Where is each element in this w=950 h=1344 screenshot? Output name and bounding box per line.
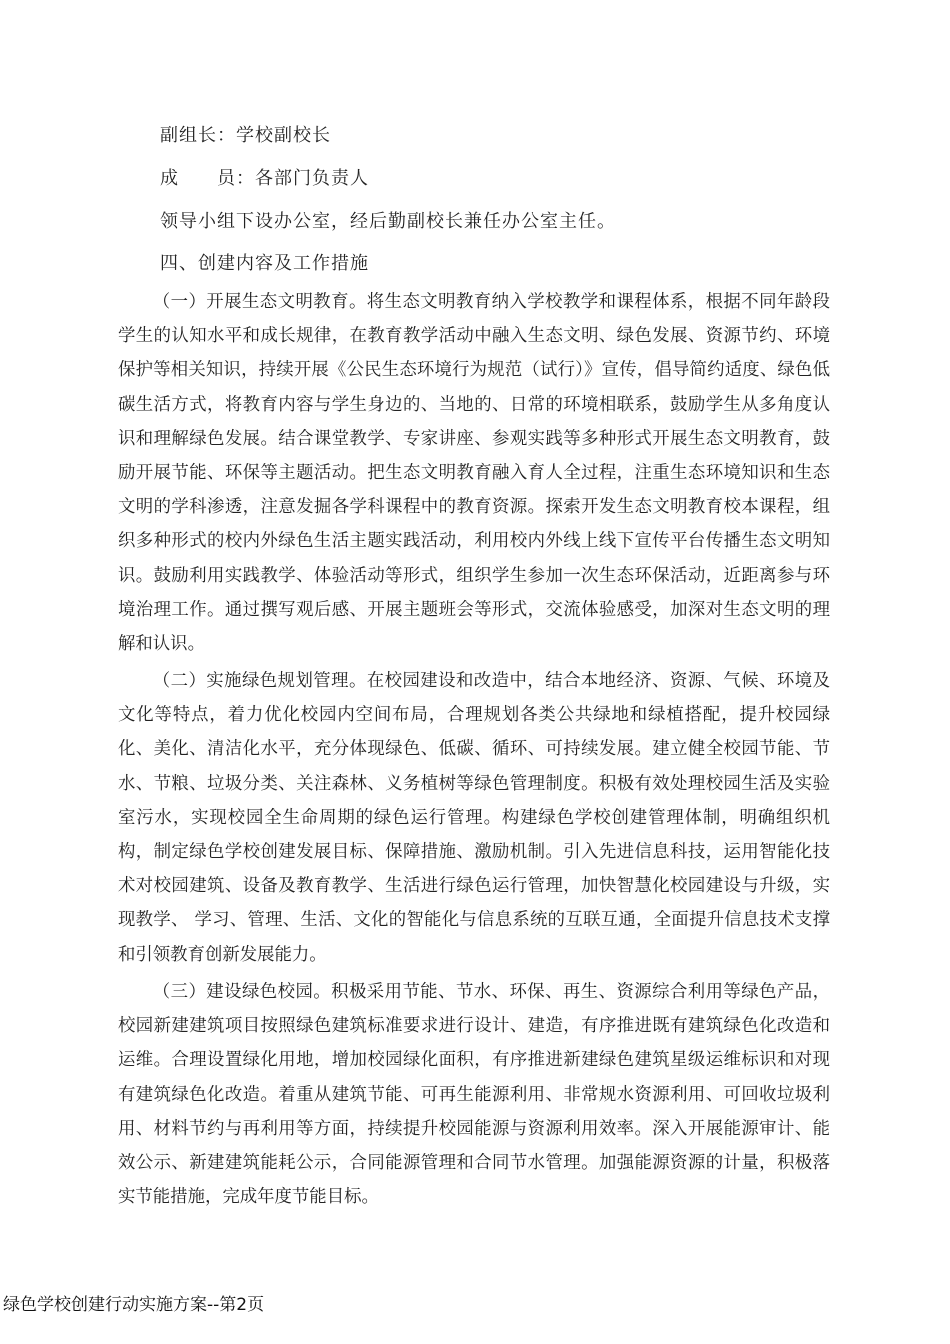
office-note: 领导小组下设办公室，经后勤副校长兼任办公室主任。 (160, 211, 616, 232)
paragraph-2: （二）实施绿色规划管理。在校园建设和改造中，结合本地经济、资源、气候、环境及文化等特点，着力优化校园内空间布局，合理规划各类公共绿地和绿植搭配，提升校园绿化、美化、清洁化水平，充分体现绿色、低碳、循环、可持续发展。建立健全校园节能、节水、节粮、垃圾分类、关注森林、义务植树等绿色管理制度。积极有效处理校园生活及实验室污水，实现校园全生命周期的绿色运行管理。构建绿色学校创建管理体制，明确组织机构，制定绿色学校创建发展目标、保障措施、激励机制。引入先进信息科技，运用智能化技术对校园建筑、设备及教育教学、生活进行绿色运行管理，加快智慧化校园建设与升级，实现教学、 学习、管理、生活、文化的智能化与信息系统的互联互通，全面提升信息技术支撑和引领教育创新发展能力。 (118, 671, 830, 965)
paragraph-3: （三）建设绿色校园。积极采用节能、节水、环保、再生、资源综合利用等绿色产品，校园新建建筑项目按照绿色建筑标准要求进行设计、建造，有序推进既有建筑绿色化改造和运维。合理设置绿化用地，增加校园绿化面积，有序推进新建绿色建筑星级运维标识和对现有建筑绿色化改造。着重从建筑节能、可再生能源利用、非常规水资源利用、可回收垃圾利用、材料节约与再利用等方面，持续提升校园能源与资源利用效率。深入开展能源审计、能效公示、新建建筑能耗公示，合同能源管理和合同节水管理。加强能源资源的计量，积极落实节能措施，完成年度节能目标。 (118, 982, 830, 1208)
section-heading: 四、创建内容及工作措施 (160, 253, 369, 274)
deputy-leader-line: 副组长：学校副校长 (160, 125, 331, 146)
page-footer: 绿色学校创建行动实施方案--第2页 (3, 1295, 265, 1315)
paragraph-1: （一）开展生态文明教育。将生态文明教育纳入学校教学和课程体系，根据不同年龄段学生的认知水平和成长规律，在教育教学活动中融入生态文明、绿色发展、资源节约、环境保护等相关知识，持续开展《公民生态环境行为规范（试行）》宣传，倡导简约适度、绿色低碳生活方式，将教育内容与学生身边的、当地的、日常的环境相联系，鼓励学生从多角度认识和理解绿色发展。结合课堂教学、专家讲座、参观实践等多种形式开展生态文明教育，鼓励开展节能、环保等主题活动。把生态文明教育融入育人全过程，注重生态环境知识和生态文明的学科渗透，注意发掘各学科课程中的教育资源。探索开发生态文明教育校本课程，组织多种形式的校内外绿色生活主题实践活动，利用校内外线上线下宣传平台传播生态文明知识。鼓励利用实践教学、体验活动等形式，组织学生参加一次生态环保活动，近距离参与环境治理工作。通过撰写观后感、开展主题班会等形式，交流体验感受，加深对生态文明的理解和认识。 (118, 292, 830, 655)
members-line: 成 员：各部门负责人 (160, 168, 369, 189)
